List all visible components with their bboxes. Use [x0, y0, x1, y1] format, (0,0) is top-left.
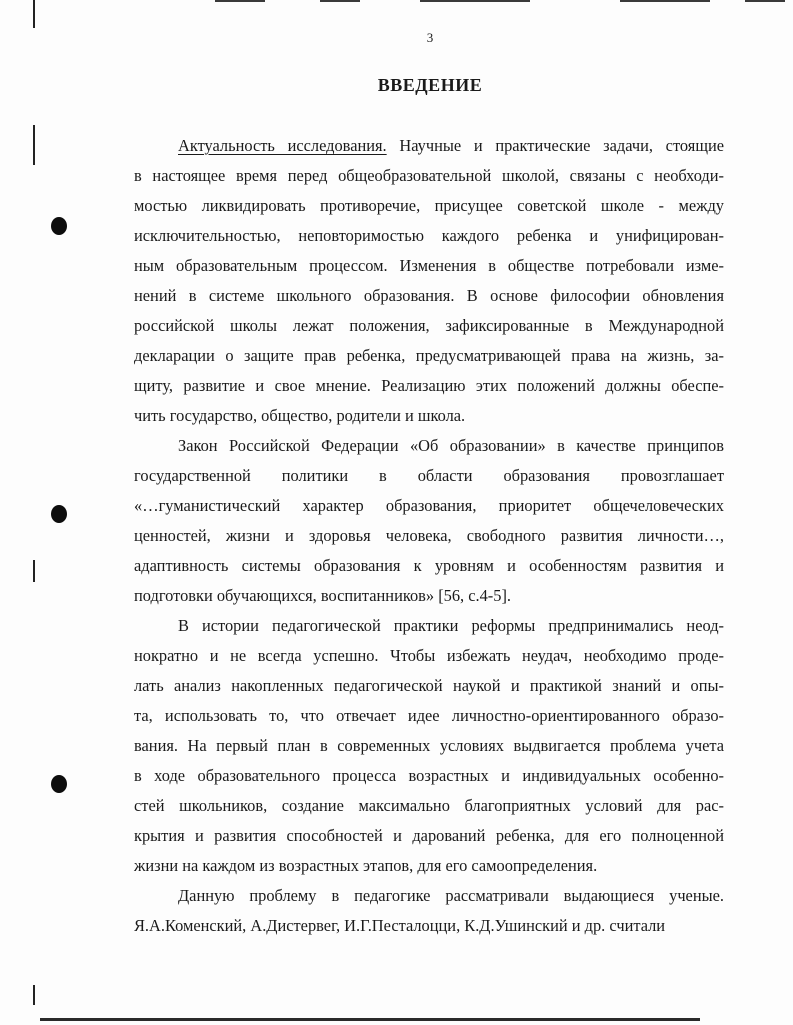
scan-edge-mark	[33, 125, 35, 165]
line-text: крытия и развития способностей и дарований ребенка, для его полноценной	[134, 826, 724, 845]
paragraph	[134, 431, 724, 611]
line-text: Закон Российской Федерации «Об образовании» в качестве принципов	[178, 436, 724, 455]
scan-top-rule	[620, 0, 710, 2]
text-line	[134, 281, 724, 311]
text-line	[134, 311, 724, 341]
line-text: в ходе образовательного процесса возрастных и индивидуальных особенно-	[134, 766, 724, 785]
scan-edge-mark	[33, 985, 35, 1005]
scan-top-rule	[320, 0, 360, 2]
line-text: ным образовательным процессом. Изменения в обществе потребовали изме-	[134, 256, 724, 275]
text-line	[134, 551, 724, 581]
line-text: Научные и практические задачи, стоящие	[386, 136, 724, 155]
text-line	[134, 251, 724, 281]
line-text: нократно и не всегда успешно. Чтобы избежать неудач, необходимо проде-	[134, 646, 724, 665]
text-line	[134, 671, 724, 701]
line-text: вания. На первый план в современных условиях выдвигается проблема учета	[134, 736, 724, 755]
line-text: щиту, развитие и свое мнение. Реализацию этих положений должны обеспе-	[134, 376, 724, 395]
line-text: чить государство, общество, родители и школа.	[134, 406, 466, 425]
line-text: жизни на каждом из возрастных этапов, для его самоопределения.	[134, 856, 598, 875]
line-text: лать анализ накопленных педагогической наукой и практикой знаний и опы-	[134, 676, 724, 695]
scan-top-rule	[745, 0, 785, 2]
scan-edge-mark	[33, 0, 35, 28]
paragraph	[134, 881, 724, 941]
line-text: В истории педагогической практики реформы предпринимались неод-	[178, 616, 724, 635]
line-text: мостью ликвидировать противоречие, присущее советской школе - между	[134, 196, 724, 215]
page-heading: ВВЕДЕНИЕ	[377, 75, 483, 95]
text-line	[134, 851, 724, 881]
line-text: в настоящее время перед общеобразовательной школой, связаны с необходи-	[134, 166, 724, 185]
scan-top-rule	[420, 0, 530, 2]
text-line	[134, 641, 724, 671]
line-text: государственной политики в области образования провозглашает	[134, 466, 724, 485]
section-lead-underlined: Актуальность исследования.	[178, 136, 387, 155]
text-line	[134, 581, 724, 611]
text-line	[134, 791, 724, 821]
line-text: та, использовать то, что отвечает идее личностно-ориентированного образо-	[134, 706, 724, 725]
text-line	[134, 521, 724, 551]
line-text: адаптивность системы образования к уровням и особенностям развития и	[134, 556, 724, 575]
line-text: подготовки обучающихся, воспитанников» [56, с.4-5].	[134, 586, 512, 605]
text-line	[134, 731, 724, 761]
line-text: «…гуманистический характер образования, приоритет общечеловеческих	[134, 496, 724, 515]
line-text: декларации о защите прав ребенка, предусматривающей права на жизнь, за-	[134, 346, 724, 365]
text-line	[134, 611, 724, 641]
text-line	[134, 431, 724, 461]
page-number: 3	[426, 30, 434, 45]
line-text: стей школьников, создание максимально благоприятных условий для рас-	[134, 796, 724, 815]
scan-top-rule	[215, 0, 265, 2]
text-line	[134, 191, 724, 221]
line-text: нений в системе школьного образования. В основе философии обновления	[134, 286, 724, 305]
text-line	[134, 371, 724, 401]
scan-bottom-rule	[40, 1018, 700, 1021]
line-text: российской школы лежат положения, зафиксированные в Международной	[134, 316, 724, 335]
scan-edge-mark	[33, 560, 35, 582]
text-line	[134, 821, 724, 851]
line-text: ценностей, жизни и здоровья человека, свободного развития личности…,	[134, 526, 724, 545]
text-line	[134, 881, 724, 911]
line-text: Я.А.Коменский, А.Дистервег, И.Г.Песталоцци, К.Д.Ушинский и др. считали	[134, 916, 666, 935]
paragraph	[134, 131, 724, 431]
text-line	[134, 221, 724, 251]
paragraph	[134, 611, 724, 881]
punch-hole	[51, 505, 67, 523]
line-text: исключительностью, неповторимостью каждого ребенка и унифицирован-	[134, 226, 724, 245]
line-text: Данную проблему в педагогике рассматривали выдающиеся ученые.	[178, 886, 724, 905]
text-line	[134, 401, 724, 431]
text-line	[134, 491, 724, 521]
text-line	[134, 911, 724, 941]
text-line	[134, 761, 724, 791]
punch-hole	[51, 217, 67, 235]
text-line	[134, 131, 724, 161]
text-line	[134, 461, 724, 491]
text-line	[134, 341, 724, 371]
text-line	[134, 701, 724, 731]
text-body	[134, 131, 724, 941]
text-line	[134, 161, 724, 191]
punch-hole	[51, 775, 67, 793]
